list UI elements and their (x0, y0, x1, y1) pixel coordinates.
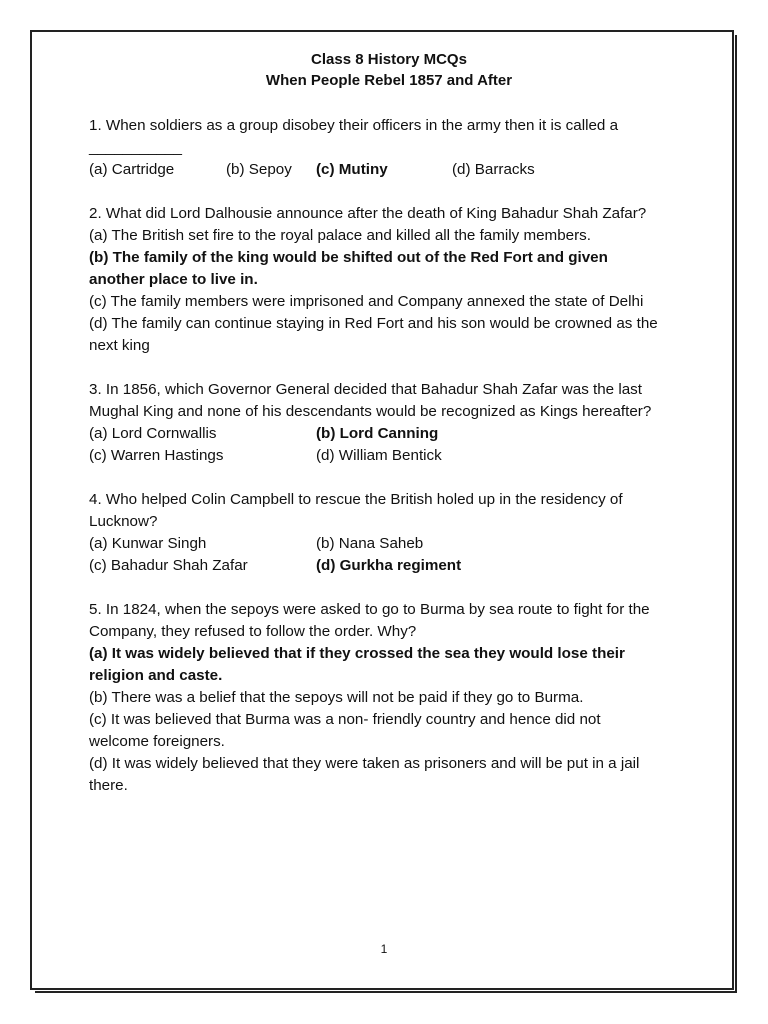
question-3-text: 3. In 1856, which Governor General decided that Bahadur Shah Zafar was the last Mughal King and none of his descendants would be recognized as Kings hereafter? (89, 381, 652, 420)
question-1-text: 1. When soldiers as a group disobey their officers in the army then it is called a (89, 117, 619, 134)
option-a: (a) Lord Cornwallis (89, 425, 217, 442)
option-c: (c) Warren Hastings (89, 447, 224, 464)
option-d: (d) It was widely believed that they were taken as prisoners and will be put in a jail there. (89, 755, 640, 794)
question-1-blank: ___________ (89, 139, 182, 156)
option-b-correct: (b) The family of the king would be shifted out of the Red Fort and given another place to live in. (89, 249, 608, 288)
question-4 (89, 489, 689, 577)
option-c: (c) It was believed that Burma was a non- friendly country and hence did not welcome foreigners. (89, 711, 601, 750)
option-b-correct: (b) Lord Canning (316, 425, 439, 442)
question-4-text: 4. Who helped Colin Campbell to rescue the British holed up in the residency of Lucknow? (89, 491, 623, 530)
question-3 (89, 379, 689, 467)
option-a: (a) Kunwar Singh (89, 535, 207, 552)
question-1-options (89, 159, 689, 181)
option-d: (d) The family can continue staying in Red Fort and his son would be crowned as the next king (89, 315, 658, 354)
question-2-text: 2. What did Lord Dalhousie announce after the death of King Bahadur Shah Zafar? (89, 205, 647, 222)
option-c-correct: (c) Mutiny (316, 161, 388, 178)
document-body (89, 49, 689, 819)
question-5-text: 5. In 1824, when the sepoys were asked to go to Burma by sea route to fight for the Company, they refused to follow the order. Why? (89, 601, 650, 640)
option-c: (c) Bahadur Shah Zafar (89, 557, 248, 574)
option-a: (a) The British set fire to the royal palace and killed all the family members. (89, 227, 591, 244)
document-title: Class 8 History MCQs (311, 51, 467, 68)
question-3-options-row-2 (89, 445, 689, 467)
option-d: (d) Barracks (452, 161, 535, 178)
option-b: (b) Sepoy (226, 161, 292, 178)
page-number: 1 (380, 942, 388, 956)
question-2 (89, 203, 689, 357)
option-b: (b) There was a belief that the sepoys will not be paid if they go to Burma. (89, 689, 584, 706)
option-c: (c) The family members were imprisoned and Company annexed the state of Delhi (89, 293, 644, 310)
option-a: (a) Cartridge (89, 161, 175, 178)
document-header (89, 49, 689, 91)
document-subtitle: When People Rebel 1857 and After (265, 72, 513, 89)
option-b: (b) Nana Saheb (316, 535, 424, 552)
question-3-options-row-1 (89, 423, 689, 445)
question-1 (89, 115, 689, 181)
question-4-options-row-2 (89, 555, 689, 577)
option-a-correct: (a) It was widely believed that if they crossed the sea they would lose their religion and caste. (89, 645, 625, 684)
question-4-options-row-1 (89, 533, 689, 555)
option-d: (d) William Bentick (316, 447, 442, 464)
question-5 (89, 599, 689, 797)
option-d-correct: (d) Gurkha regiment (316, 557, 462, 574)
